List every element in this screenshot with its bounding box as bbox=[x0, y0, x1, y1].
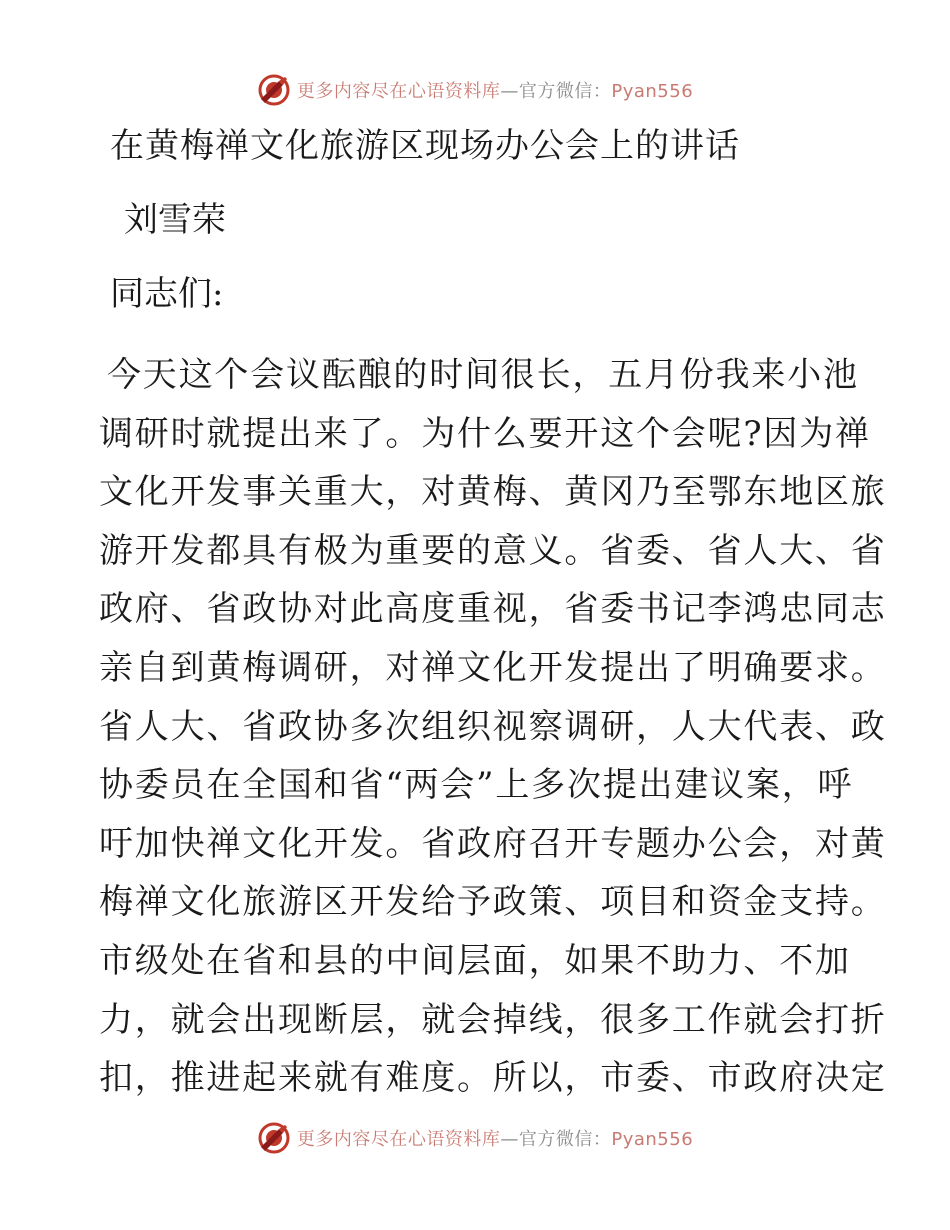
watermark-wechat-label: 官方微信： bbox=[518, 81, 612, 102]
body-line: 扣，推进起来就有难度。所以，市委、市政府决定 bbox=[99, 1058, 887, 1099]
header-watermark bbox=[0, 70, 950, 110]
footer-watermark bbox=[0, 1118, 950, 1158]
body-line: 力，就会出现断层，就会掉线，很多工作就会打折 bbox=[99, 999, 887, 1040]
watermark-dash: — bbox=[500, 81, 519, 102]
document-author: 刘雪荣 bbox=[124, 200, 226, 240]
document-title: 在黄梅禅文化旅游区现场办公会上的讲话 bbox=[110, 126, 740, 166]
body-line: 游开发都具有极为重要的意义。省委、省人大、省 bbox=[99, 530, 887, 571]
brand-logo-icon bbox=[257, 73, 291, 107]
body-line: 吁加快禅文化开发。省政府召开专题办公会，对黄 bbox=[99, 823, 887, 864]
document-greeting: 同志们: bbox=[110, 274, 224, 314]
body-line: 文化开发事关重大，对黄梅、黄冈乃至鄂东地区旅 bbox=[99, 472, 887, 513]
watermark-main-text: 更多内容尽在心语资料库 bbox=[296, 1129, 501, 1150]
body-line: 省人大、省政协多次组织视察调研，人大代表、政 bbox=[99, 706, 887, 747]
document-body bbox=[99, 346, 887, 1108]
watermark-account: Pyan556 bbox=[611, 1129, 694, 1150]
body-line: 政府、省政协对此高度重视，省委书记李鸿忠同志 bbox=[99, 589, 887, 630]
watermark-wechat-label: 官方微信： bbox=[518, 1129, 612, 1150]
watermark-text bbox=[297, 77, 693, 103]
body-line: 调研时就提出来了。为什么要开这个会呢?因为禅 bbox=[99, 413, 871, 454]
body-line: 梅禅文化旅游区开发给予政策、项目和资金支持。 bbox=[99, 882, 887, 923]
watermark-text bbox=[297, 1125, 693, 1151]
watermark-dash: — bbox=[500, 1129, 519, 1150]
body-line: 今天这个会议酝酿的时间很长，五月份我来小池 bbox=[107, 355, 859, 395]
watermark-account: Pyan556 bbox=[611, 81, 694, 102]
body-line: 协委员在全国和省“两会”上多次提出建议案，呼 bbox=[99, 765, 854, 806]
watermark-main-text: 更多内容尽在心语资料库 bbox=[296, 81, 501, 102]
body-line: 亲自到黄梅调研，对禅文化开发提出了明确要求。 bbox=[99, 647, 887, 688]
brand-logo-icon bbox=[257, 1121, 291, 1155]
body-line: 市级处在省和县的中间层面，如果不助力、不加 bbox=[99, 940, 851, 981]
